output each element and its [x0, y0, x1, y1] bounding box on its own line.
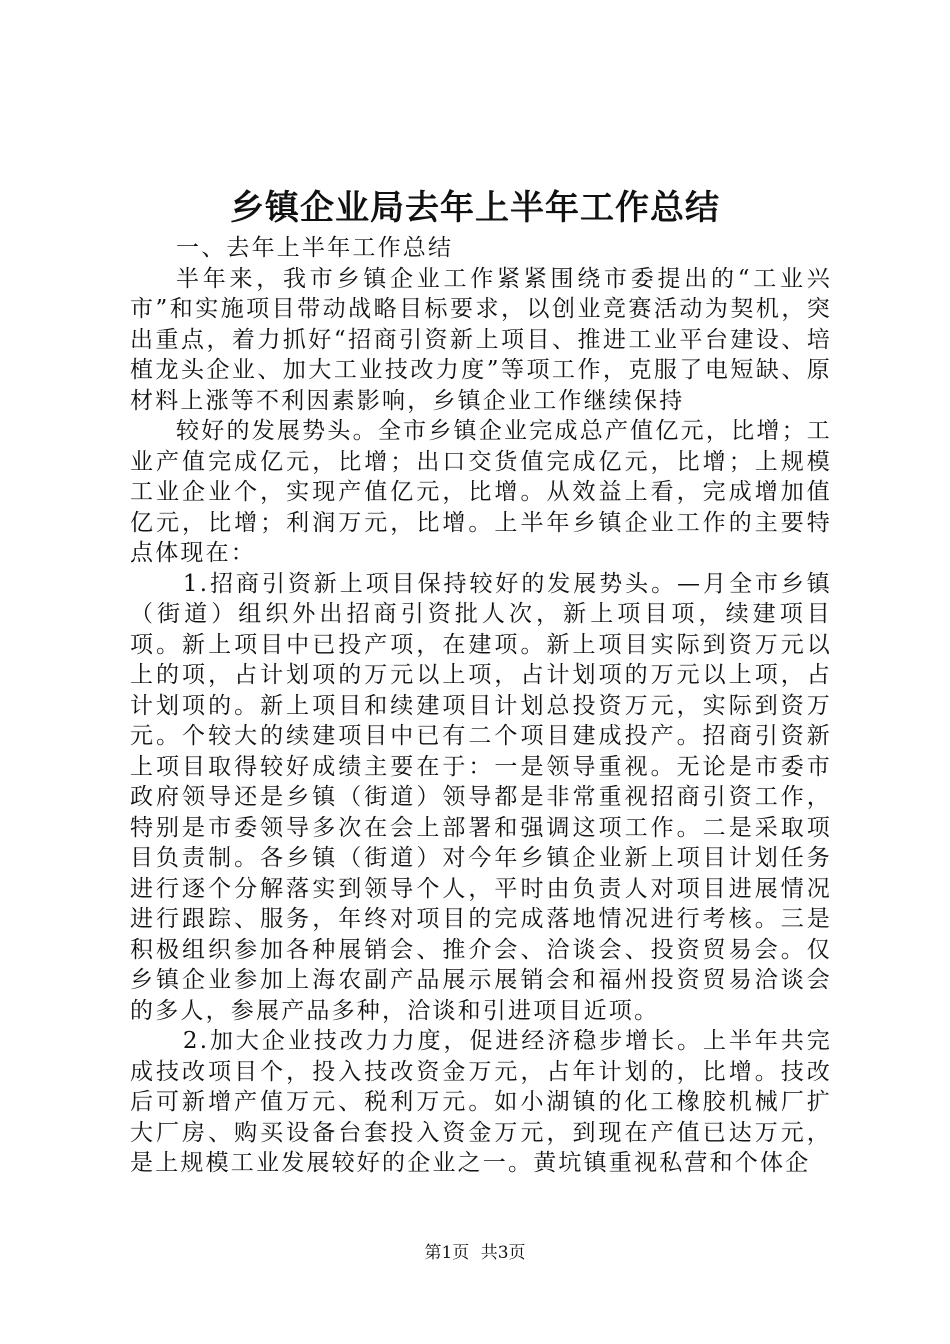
- page-footer: [0, 1240, 950, 1266]
- document-body: [130, 233, 832, 1179]
- paragraph-item-1: 1.招商引资新上项目保持较好的发展势头。—月全市乡镇（街道）组织外出招商引资批人次，新上项目项，续建项目项。新上项目中已投产项，在建项。新上项目实际到资万元以上的项，占计划项的万元以上项，占计划项的万元以上项，占计划项的。新上项目和续建项目计划总投资万元，实际到资万元。个较大的续建项目中已有二个项目建成投产。招商引资新上项目取得较好成绩主要在于：一是领导重视。无论是市委市政府领导还是乡镇（街道）领导都是非常重视招商引资工作，特别是市委领导多次在会上部署和强调这项工作。二是采取项目负责制。各乡镇（街道）对今年乡镇企业新上项目计划任务进行逐个分解落实到领导个人，平时由负责人对项目进展情况进行跟踪、服务，年终对项目的完成落地情况进行考核。三是积极组织参加各种展销会、推介会、洽谈会、投资贸易会。仅乡镇企业参加上海农副产品展示展销会和福州投资贸易洽谈会的多人，参展产品多种，洽谈和引进项目近项。: [130, 570, 832, 1024]
- section-heading: 一、去年上半年工作总结: [176, 235, 454, 261]
- document-title: 乡镇企业局去年上半年工作总结: [230, 188, 720, 228]
- page-total: 共3页: [480, 1243, 526, 1263]
- paragraph-intro: 半年来，我市乡镇企业工作紧紧围绕市委提出的“工业兴市”和实施项目带动战略目标要求，以创业竞赛活动为契机，突出重点，着力抓好“招商引资新上项目、推进工业平台建设、培植龙头企业、加大工业技改力度”等项工作，克服了电短缺、原材料上涨等不利因素影响，乡镇企业工作继续保持: [130, 265, 832, 414]
- page-number: 第1页: [424, 1243, 470, 1263]
- paragraph-summary: 较好的发展势头。全市乡镇企业完成总产值亿元，比增；工业产值完成亿元，比增；出口交货值完成亿元，比增；上规模工业企业个，实现产值亿元，比增。从效益上看，完成增加值亿元，比增；利润万元，比增。上半年乡镇企业工作的主要特点体现在：: [130, 418, 832, 566]
- paragraph-item-2: 2.加大企业技改力力度，促进经济稳步增长。上半年共完成技改项目个，投入技改资金万元，占年计划的，比增。技改后可新增产值万元、税利万元。如小湖镇的化工橡胶机械厂扩大厂房、购买设备台套投入资金万元，到现在产值已达万元，是上规模工业发展较好的企业之一。黄坑镇重视私营和个体企: [130, 1028, 832, 1176]
